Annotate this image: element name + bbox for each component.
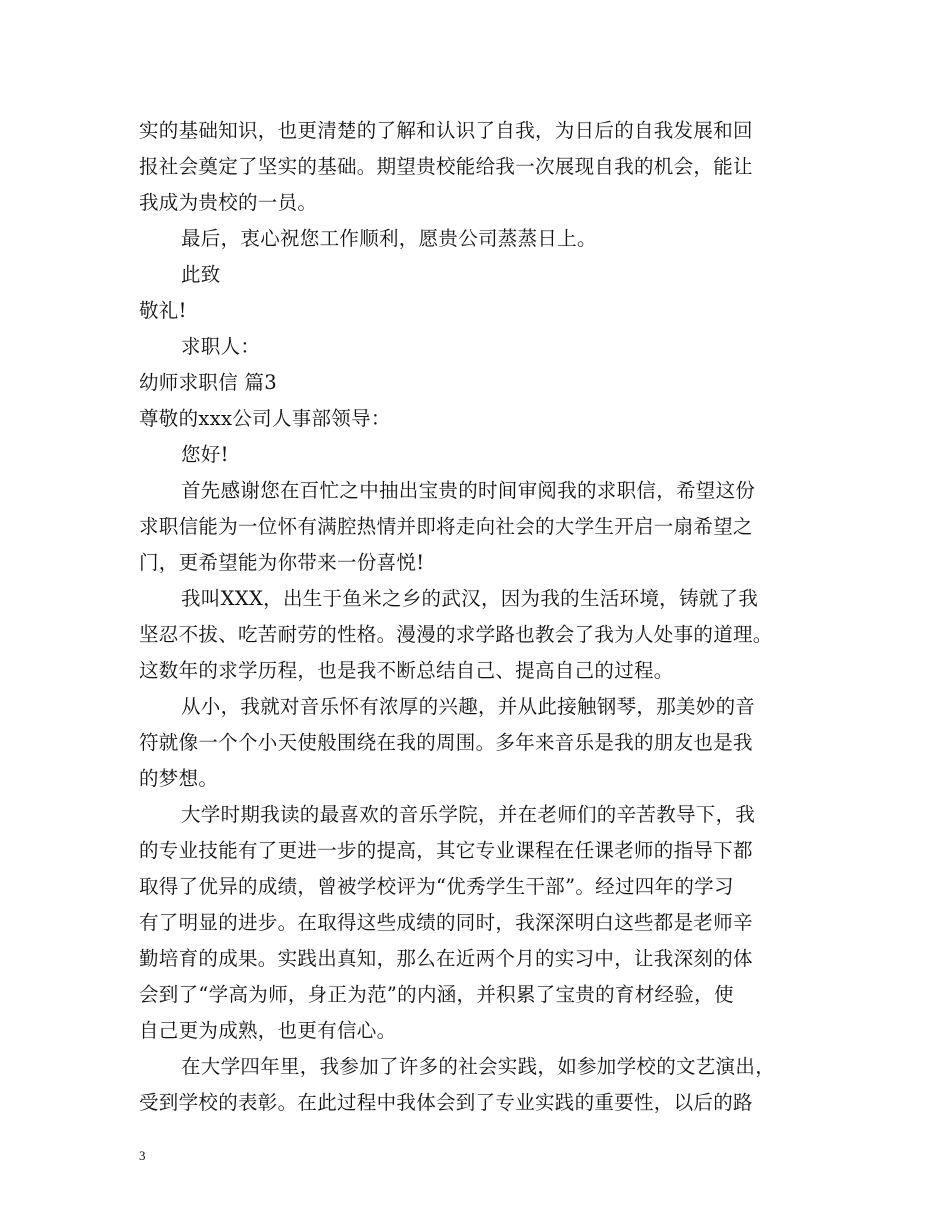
text-line: 这数年的求学历程，也是我不断总结自己、提高自己的过程。: [139, 659, 674, 682]
text-line: 报社会奠定了坚实的基础。期望贵校能给我一次展现自我的机会，能让: [139, 155, 753, 178]
text-line: 勤培育的成果。实践出真知，那么在近两个月的实习中，让我深刻的体: [139, 947, 753, 970]
text-line: 门，更希望能为你带来一份喜悦!: [139, 551, 425, 574]
text-line: 符就像一个个小天使般围绕在我的周围。多年来音乐是我的朋友也是我: [139, 731, 753, 754]
section-heading: 幼师求职信 篇3: [139, 371, 278, 394]
text-line: 我成为贵校的一员。: [139, 191, 318, 214]
text-line: 会到了“学高为师，身正为范”的内涵，并积累了宝贵的育材经验，使: [139, 983, 734, 1006]
greeting: 您好!: [181, 443, 229, 466]
text-line: 自己更为成熟，也更有信心。: [139, 1019, 397, 1042]
salutation-cizhi: 此致: [181, 263, 221, 286]
text-line: 从小，我就对音乐怀有浓厚的兴趣，并从此接触钢琴，那美妙的音: [181, 695, 756, 718]
text-line: 坚忍不拔、吃苦耐劳的性格。漫漫的求学路也教会了我为人处事的道理。: [139, 623, 773, 646]
page-number: 3: [139, 1148, 146, 1163]
salutation-jingli: 敬礼!: [139, 299, 187, 322]
text-line: 有了明显的进步。在取得这些成绩的同时，我深深明白这些都是老师辛: [139, 911, 753, 934]
text-line: 首先感谢您在百忙之中抽出宝贵的时间审阅我的求职信，希望这份: [181, 479, 756, 502]
text-line: 我叫XXX，出生于鱼米之乡的武汉，因为我的生活环境，铸就了我: [181, 587, 759, 610]
text-line: 受到学校的表彰。在此过程中我体会到了专业实践的重要性，以后的路: [139, 1091, 753, 1114]
text-line: 取得了优异的成绩，曾被学校评为“优秀学生干部”。经过四年的学习: [139, 875, 734, 898]
text-line: 求职信能为一位怀有满腔热情并即将走向社会的大学生开启一扇希望之: [139, 515, 753, 538]
text-line: 在大学四年里，我参加了许多的社会实践，如参加学校的文艺演出，: [181, 1055, 776, 1078]
text-line: 实的基础知识，也更清楚的了解和认识了自我，为日后的自我发展和回: [139, 119, 753, 142]
body-text: [139, 113, 819, 1121]
text-line: 的专业技能有了更进一步的提高，其它专业课程在任课老师的指导下都: [139, 839, 753, 862]
applicant-signature: 求职人：: [181, 335, 261, 358]
text-line: 的梦想。: [139, 767, 219, 790]
text-line: 大学时期我读的最喜欢的音乐学院，并在老师们的辛苦教导下，我: [181, 803, 756, 826]
closing-wish: 最后，衷心祝您工作顺利，愿贵公司蒸蒸日上。: [181, 227, 597, 250]
letter-addressee: 尊敬的xxx公司人事部领导：: [139, 407, 391, 430]
